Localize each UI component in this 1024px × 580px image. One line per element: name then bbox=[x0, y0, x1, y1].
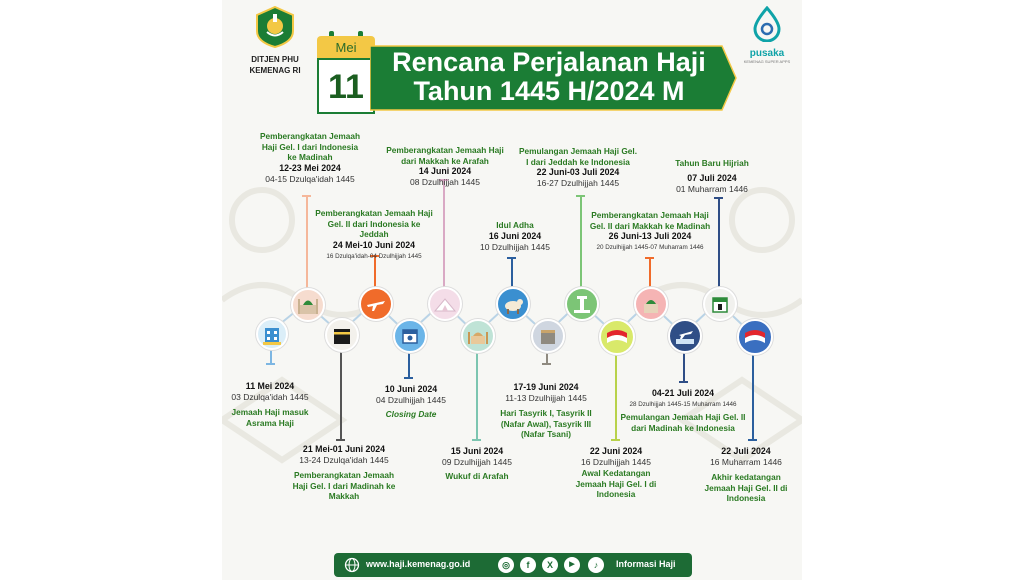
event-hijri-new-year bbox=[664, 158, 760, 195]
hijri-calendar-icon bbox=[703, 287, 737, 321]
sacrifice-animal-icon bbox=[496, 287, 530, 321]
website-link[interactable]: www.haji.kemenag.go.id bbox=[366, 559, 471, 569]
airport-icon bbox=[565, 287, 599, 321]
calendar-month: Mei bbox=[317, 36, 375, 58]
event-hijri: 16 Dzulqa'idah-04 Dzulhijjah 1445 bbox=[326, 252, 422, 260]
globe-icon bbox=[344, 557, 360, 573]
event-title: Pemberangkatan Jemaah Haji Gel. I dari Indonesia ke Madinah bbox=[259, 131, 361, 162]
event-hijri: 16-27 Dzulhijjah 1445 bbox=[536, 178, 620, 188]
asrama-building-icon bbox=[256, 318, 288, 350]
event-title: Idul Adha bbox=[496, 220, 534, 230]
event-hijri: 16 Dzulhijjah 1445 bbox=[581, 457, 651, 467]
event-hijri: 28 Dzulhijjah 1445-15 Muharram 1446 bbox=[629, 401, 737, 408]
pusaka-subtitle: KEMENAG SUPER APPS bbox=[743, 59, 791, 64]
event-arrival-end-gel2 bbox=[696, 446, 796, 504]
event-title: Jemaah Haji masuk Asrama Haji bbox=[231, 407, 309, 428]
arafah-tent-icon bbox=[428, 287, 462, 321]
event-date: 22 Juni-03 Juli 2024 bbox=[536, 167, 620, 177]
calendar-day: 11 bbox=[317, 58, 375, 114]
event-hijri: 10 Dzulhijjah 1445 bbox=[480, 241, 550, 252]
event-date: 04-21 Juli 2024 bbox=[651, 388, 715, 398]
event-title: Wukuf di Arafah bbox=[445, 471, 509, 481]
indonesia-flag-icon bbox=[737, 319, 773, 355]
airplane-ticket-icon bbox=[359, 287, 393, 321]
kaaba-icon bbox=[325, 318, 359, 352]
event-departure-gel2 bbox=[312, 208, 436, 262]
event-date: 26 Juni-13 Juli 2024 bbox=[608, 231, 692, 241]
org-name-line1: DITJEN PHU bbox=[251, 55, 299, 64]
event-title: Pemulangan Jemaah Haji Gel. II dari Madinah ke Indonesia bbox=[620, 412, 746, 433]
arafah-mosque-icon bbox=[461, 319, 495, 353]
event-asrama bbox=[228, 381, 312, 428]
event-title: Pemberangkatan Jemaah Haji Gel. II dari Indonesia ke Jeddah bbox=[315, 208, 433, 239]
instagram-icon[interactable]: ◎ bbox=[498, 557, 514, 573]
event-title: Pemulangan Jemaah Haji Gel. I dari Jeddah ke Indonesia bbox=[518, 146, 638, 167]
youtube-icon[interactable]: ▶ bbox=[564, 557, 580, 573]
event-makkah-madinah-gel2 bbox=[588, 210, 712, 253]
event-makkah-arafah bbox=[382, 145, 508, 188]
event-date: 22 Juli 2024 bbox=[721, 446, 771, 456]
facebook-icon[interactable]: f bbox=[520, 557, 536, 573]
event-title: Hari Tasyrik I, Tasyrik II (Nafar Awal), Tasyrik III (Nafar Tsani) bbox=[500, 408, 592, 439]
page-title-line2: Tahun 1445 H/2024 M bbox=[413, 76, 685, 106]
event-return-gel2 bbox=[620, 388, 746, 433]
tasyrik-pillar-icon bbox=[531, 319, 565, 353]
footer-bar bbox=[334, 553, 692, 577]
event-return-gel1 bbox=[518, 146, 638, 189]
event-hijri: 08 Dzulhijjah 1445 bbox=[410, 177, 480, 187]
event-date: 11 Mei 2024 bbox=[245, 381, 295, 391]
airplane-departure-icon bbox=[668, 319, 702, 353]
event-madinah-makkah-gel1 bbox=[292, 444, 396, 502]
event-date: 14 Juni 2024 bbox=[418, 166, 472, 176]
event-hijri: 04 Dzulhijjah 1445 bbox=[376, 395, 446, 405]
page-title-line1: Rencana Perjalanan Haji bbox=[392, 47, 706, 77]
event-wukuf bbox=[434, 446, 520, 482]
madinah-mosque-icon bbox=[291, 288, 325, 322]
event-arrival-gel1 bbox=[568, 446, 664, 500]
social-handle: Informasi Haji bbox=[616, 559, 676, 569]
calendar-closing-icon bbox=[393, 319, 427, 353]
poster bbox=[222, 0, 802, 580]
event-hijri: 09 Dzulhijjah 1445 bbox=[442, 457, 512, 467]
event-date: 24 Mei-10 Juni 2024 bbox=[332, 239, 416, 250]
event-date: 10 Juni 2024 bbox=[384, 384, 438, 394]
event-hijri: 03 Dzulqa'idah 1445 bbox=[231, 392, 309, 402]
event-date: 22 Juni 2024 bbox=[589, 446, 643, 456]
madinah-dome-icon bbox=[634, 287, 668, 321]
pusaka-name: pusaka bbox=[749, 48, 785, 59]
event-title: Pemberangkatan Jemaah Haji Gel. II dari Makkah ke Madinah bbox=[589, 210, 711, 231]
event-title: Pemberangkatan Jemaah Haji Gel. I dari Madinah ke Makkah bbox=[292, 470, 396, 501]
event-date: 17-19 Juni 2024 bbox=[513, 382, 579, 392]
event-title: Tahun Baru Hijriah bbox=[675, 158, 749, 168]
event-hijri: 11-13 Dzulhijjah 1445 bbox=[505, 393, 587, 403]
org-name-line2: KEMENAG RI bbox=[249, 66, 301, 75]
tiktok-icon[interactable]: ♪ bbox=[588, 557, 604, 573]
event-title: Akhir kedatangan Jemaah Haji Gel. II di Indonesia bbox=[704, 472, 788, 503]
event-date: 12-23 Mei 2024 bbox=[279, 162, 341, 173]
event-departure-gel1 bbox=[258, 131, 362, 185]
indonesia-flag-icon bbox=[599, 319, 635, 355]
x-twitter-icon[interactable]: X bbox=[542, 557, 558, 573]
event-hijri: 04-15 Dzulqa'idah 1445 bbox=[265, 173, 355, 184]
event-hijri: 01 Muharram 1446 bbox=[676, 183, 748, 194]
event-title: Awal Kedatangan Jemaah Haji Gel. I di Indonesia bbox=[575, 468, 657, 499]
event-hijri: 16 Muharram 1446 bbox=[710, 457, 782, 467]
event-hijri: 20 Dzulhijjah 1445-07 Muharram 1446 bbox=[596, 244, 704, 251]
event-date: 21 Mei-01 Juni 2024 bbox=[302, 444, 386, 454]
event-closing-date bbox=[366, 384, 456, 420]
event-title: Pemberangkatan Jemaah Haji dari Makkah ke Arafah bbox=[386, 145, 504, 166]
event-date: 15 Juni 2024 bbox=[450, 446, 504, 456]
event-title: Closing Date bbox=[385, 409, 437, 419]
event-date: 07 Juli 2024 bbox=[687, 172, 737, 183]
event-idul-adha bbox=[472, 220, 558, 253]
event-hijri: 13-24 Dzulqa'idah 1445 bbox=[299, 455, 389, 465]
event-tasyrik bbox=[494, 382, 598, 440]
event-date: 16 Juni 2024 bbox=[488, 230, 542, 241]
